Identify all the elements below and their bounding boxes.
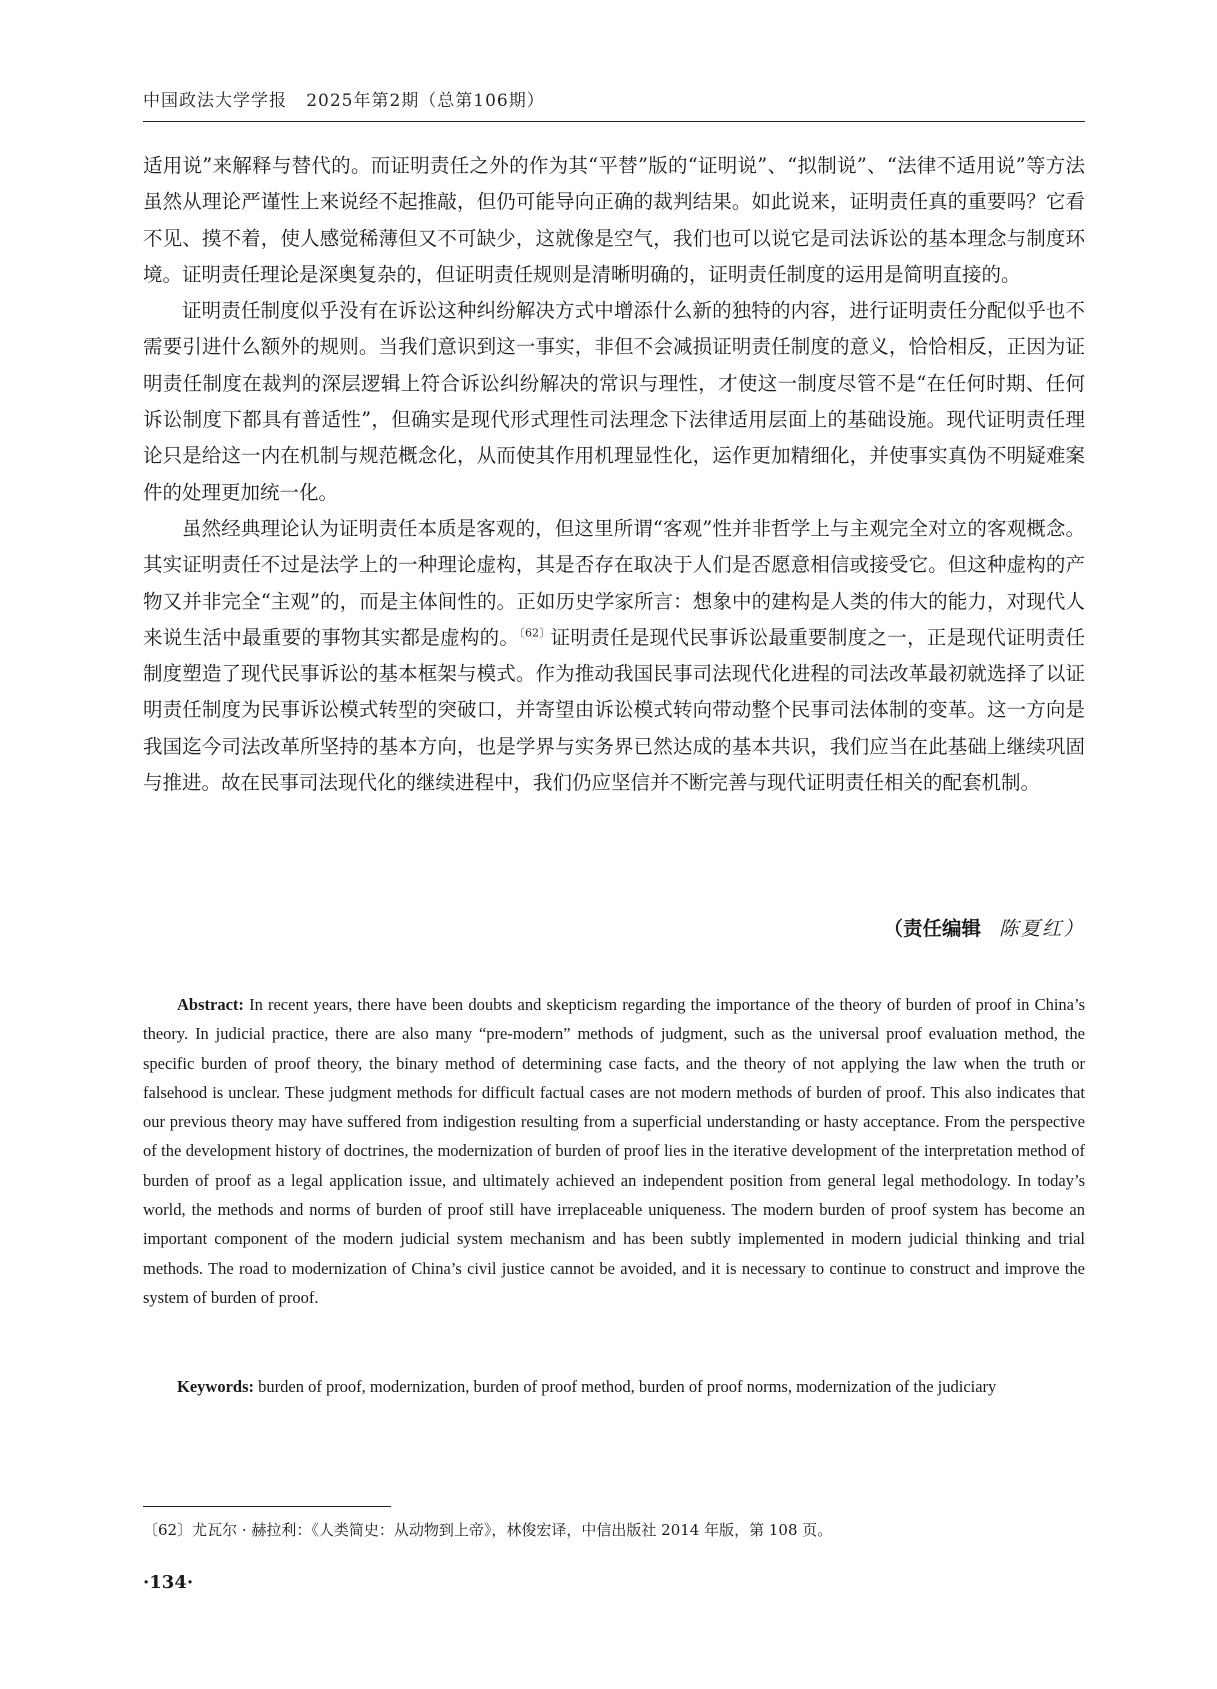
paragraph-3-part-b: 证明责任是现代民事诉讼最重要制度之一，正是现代证明责任制度塑造了现代民事诉讼的基本框架与模式。作为推动我国民事司法现代化进程的司法改革最初就选择了以证明责任制度为民事诉讼模式转型的突破口，并寄望由诉讼模式转向带动整个民事司法体制的变革。这一方向是我国迄今司法改革所坚持的基本方向，也是学界与实务界已然达成的基本共识，我们应当在此基础上继续巩固与推进。故在民事司法现代化的继续进程中，我们仍应坚信并不断完善与现代证明责任相关的配套机制。	[143, 625, 1085, 795]
paragraph-3-part-a: 虽然经典理论认为证明责任本质是客观的，但这里所谓“客观”性并非哲学上与主观完全对立的客观概念。其实证明责任不过是法学上的一种理论虚构，其是否存在取决于人们是否愿意相信或接受它。但这种虚构的产物又并非完全“主观”的，而是主体间性的。正如历史学家所言：想象中的建构是人类的伟大的能力，对现代人来说生活中最重要的事物其实都是虚构的。	[143, 516, 1085, 649]
paragraph-1: 适用说”来解释与替代的。而证明责任之外的作为其“平替”版的“证明说”、“拟制说”、“法律不适用说”等方法虽然从理论严谨性上来说经不起推敲，但仍可能导向正确的裁判结果。如此说来，证明责任真的重要吗？它看不见、摸不着，使人感觉稀薄但又不可缺少，这就像是空气，我们也可以说它是司法诉讼的基本理念与制度环境。证明责任理论是深奥复杂的，但证明责任规则是清晰明确的，证明责任制度的运用是简明直接的。	[143, 154, 1085, 286]
paragraph-3	[143, 511, 1085, 801]
editor-name: 陈夏红）	[998, 917, 1085, 940]
journal-name: 中国政法大学学报	[143, 91, 287, 111]
responsible-editor	[883, 913, 1085, 941]
running-header	[143, 86, 1085, 122]
footnote-reference[interactable]: 〔62〕	[519, 626, 551, 640]
footnote-divider	[143, 1506, 391, 1507]
footnote-62: 〔62〕尤瓦尔 · 赫拉利：《人类简史：从动物到上帝》，林俊宏译，中信出版社 2014 年版，第 108 页。	[143, 1521, 833, 1539]
issue-info: 2025年第2期（总第106期）	[306, 91, 545, 111]
keywords-label: Keywords:	[177, 1377, 254, 1396]
abstract	[143, 990, 1085, 1312]
abstract-label: Abstract:	[177, 995, 244, 1014]
abstract-text: In recent years, there have been doubts and skepticism regarding the importance of the theory of burden of proof in China’s theory. In judicial practice, there are also many “pre-modern” methods of judgment, such as the universal proof evaluation method, the specific burden of proof theory, the binary method of determining case facts, and the theory of not applying the law when the truth or falsehood is unclear. These judgment methods for difficult factual cases are not modern methods of burden of proof. This also indicates that our previous theory may have suffered from indigestion resulting from a superficial understanding or hasty acceptance. From the perspective of the development history of doctrines, the modernization of burden of proof lies in the iterative development of the interpretation method of burden of proof as a legal application issue, and ultimately achieved an independent position from general legal methodology. In today’s world, the methods and norms of burden of proof still have irreplaceable uniqueness. The modern burden of proof system has become an important component of the modern judicial system mechanism and has been subtly implemented in modern judicial thinking and trial methods. The road to modernization of China’s civil justice cannot be avoided, and it is necessary to continue to construct and improve the system of burden of proof.	[143, 995, 1085, 1307]
paragraph-2: 证明责任制度似乎没有在诉讼这种纠纷解决方式中增添什么新的独特的内容，进行证明责任分配似乎也不需要引进什么额外的规则。当我们意识到这一事实，非但不会减损证明责任制度的意义，恰恰相反，正因为证明责任制度在裁判的深层逻辑上符合诉讼纠纷解决的常识与理性，才使这一制度尽管不是“在任何时期、任何诉讼制度下都具有普适性”，但确实是现代形式理性司法理念下法律适用层面上的基础设施。现代证明责任理论只是给这一内在机制与规范概念化，从而使其作用机理显性化，运作更加精细化，并使事实真伪不明疑难案件的处理更加统一化。	[143, 299, 1085, 504]
keywords	[143, 1372, 1085, 1401]
keywords-text: burden of proof, modernization, burden of proof method, burden of proof norms, modernization of the judiciary	[254, 1377, 997, 1396]
page-number: ·134·	[143, 1572, 194, 1593]
editor-label: （责任编辑	[883, 917, 981, 940]
body-text	[143, 148, 1085, 801]
